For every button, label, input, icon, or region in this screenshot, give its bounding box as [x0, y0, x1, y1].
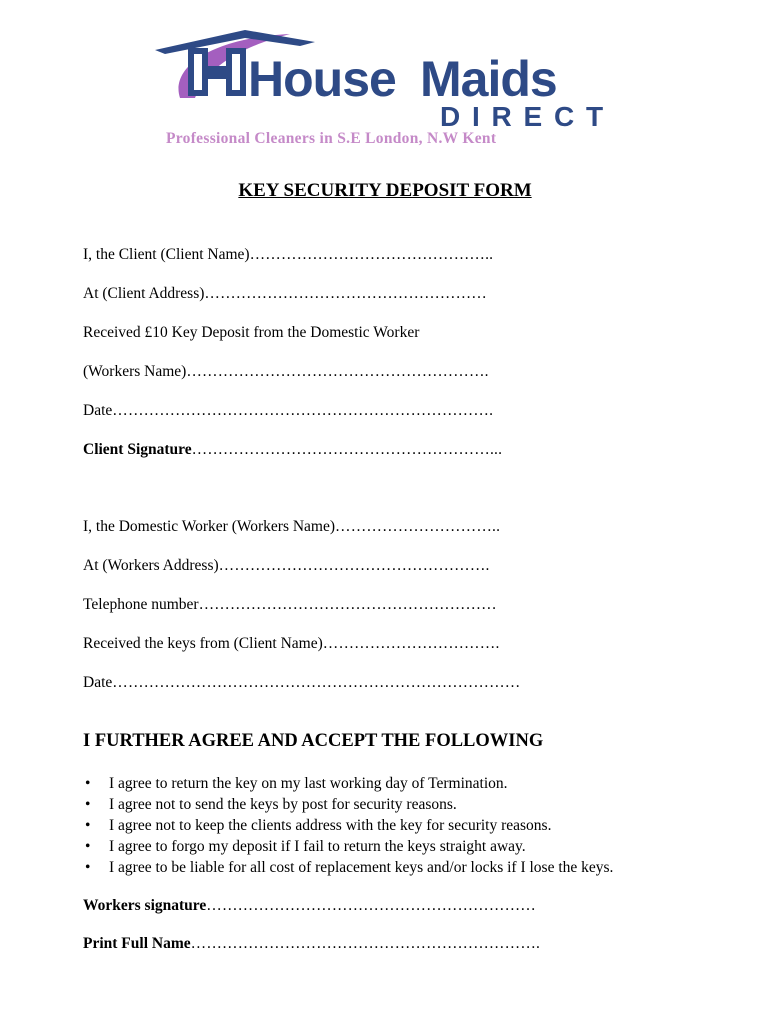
agreement-item-text: I agree to be liable for all cost of replacement keys and/or locks if I lose the keys.: [109, 859, 614, 876]
agreement-item-text: I agree to forgo my deposit if I fail to return the keys straight away.: [109, 838, 526, 855]
received-keys-dots: …………………………….: [322, 635, 500, 652]
workers-signature-field[interactable]: [83, 897, 536, 915]
telephone-label: Telephone number: [83, 596, 199, 613]
list-item: [83, 857, 613, 878]
client-date-label: Date: [83, 402, 113, 419]
received-deposit-text: [83, 324, 419, 342]
print-full-name-label: Print Full Name: [83, 935, 191, 952]
bullet-icon: •: [85, 817, 91, 834]
client-name-field[interactable]: [83, 246, 493, 264]
agreement-heading: I FURTHER AGREE AND ACCEPT THE FOLLOWING: [83, 731, 544, 751]
agreement-list: [83, 773, 613, 878]
worker-name-dots: …………………………..: [335, 518, 501, 535]
bullet-icon: •: [85, 859, 91, 876]
list-item: [83, 773, 613, 794]
received-keys-field[interactable]: [83, 635, 500, 653]
client-address-field[interactable]: [83, 285, 487, 303]
worker-address-label: At (Workers Address): [83, 557, 219, 574]
list-item: [83, 836, 613, 857]
client-name-label: I, the Client (Client Name): [83, 246, 250, 263]
worker-address-dots: …………………………………………….: [218, 557, 490, 574]
workers-name-label: (Workers Name): [83, 363, 187, 380]
logo-direct-text: D I R E C T: [440, 101, 606, 132]
client-date-field[interactable]: [83, 402, 493, 420]
client-signature-dots: …………………………………………………...: [191, 441, 503, 458]
bullet-icon: •: [85, 838, 91, 855]
agreement-item-text: I agree not to keep the clients address with the key for security reasons.: [109, 817, 552, 834]
workers-signature-dots: ………………………………………………………: [206, 897, 536, 914]
worker-address-field[interactable]: [83, 557, 490, 575]
list-item: [83, 794, 613, 815]
agreement-item-text: I agree to return the key on my last working day of Termination.: [109, 775, 508, 792]
client-address-dots: ………………………………………………: [204, 285, 488, 302]
client-name-dots: ………………………………………..: [249, 246, 494, 263]
form-title: KEY SECURITY DEPOSIT FORM: [238, 180, 532, 201]
worker-date-dots: ……………………………………………………………………: [112, 674, 521, 691]
telephone-field[interactable]: [83, 596, 497, 614]
agreement-item-text: I agree not to send the keys by post for security reasons.: [109, 796, 457, 813]
worker-name-field[interactable]: [83, 518, 500, 536]
tagline: Professional Cleaners in S.E London, N.W Kent: [166, 130, 497, 147]
logo-maids-text: Maids: [420, 51, 557, 107]
received-deposit-label: Received £10 Key Deposit from the Domestic Worker: [83, 324, 420, 341]
worker-date-field[interactable]: [83, 674, 520, 692]
workers-name-dots: ………………………………………………….: [186, 363, 489, 380]
bullet-icon: •: [85, 775, 91, 792]
workers-name-field[interactable]: [83, 363, 489, 381]
client-date-dots: ……………………………………………………………….: [112, 402, 494, 419]
print-full-name-dots: ………………………………………………………….: [190, 935, 541, 952]
client-signature-label: Client Signature: [83, 441, 192, 458]
print-full-name-field[interactable]: [83, 935, 540, 953]
received-keys-label: Received the keys from (Client Name): [83, 635, 323, 652]
client-signature-field[interactable]: [83, 441, 502, 459]
telephone-dots: …………………………………………………: [198, 596, 497, 613]
bullet-icon: •: [85, 796, 91, 813]
client-address-label: At (Client Address): [83, 285, 205, 302]
worker-date-label: Date: [83, 674, 113, 691]
list-item: [83, 815, 613, 836]
worker-name-label: I, the Domestic Worker (Workers Name): [83, 518, 336, 535]
workers-signature-label: Workers signature: [83, 897, 207, 914]
logo-house-text: House: [248, 51, 396, 107]
